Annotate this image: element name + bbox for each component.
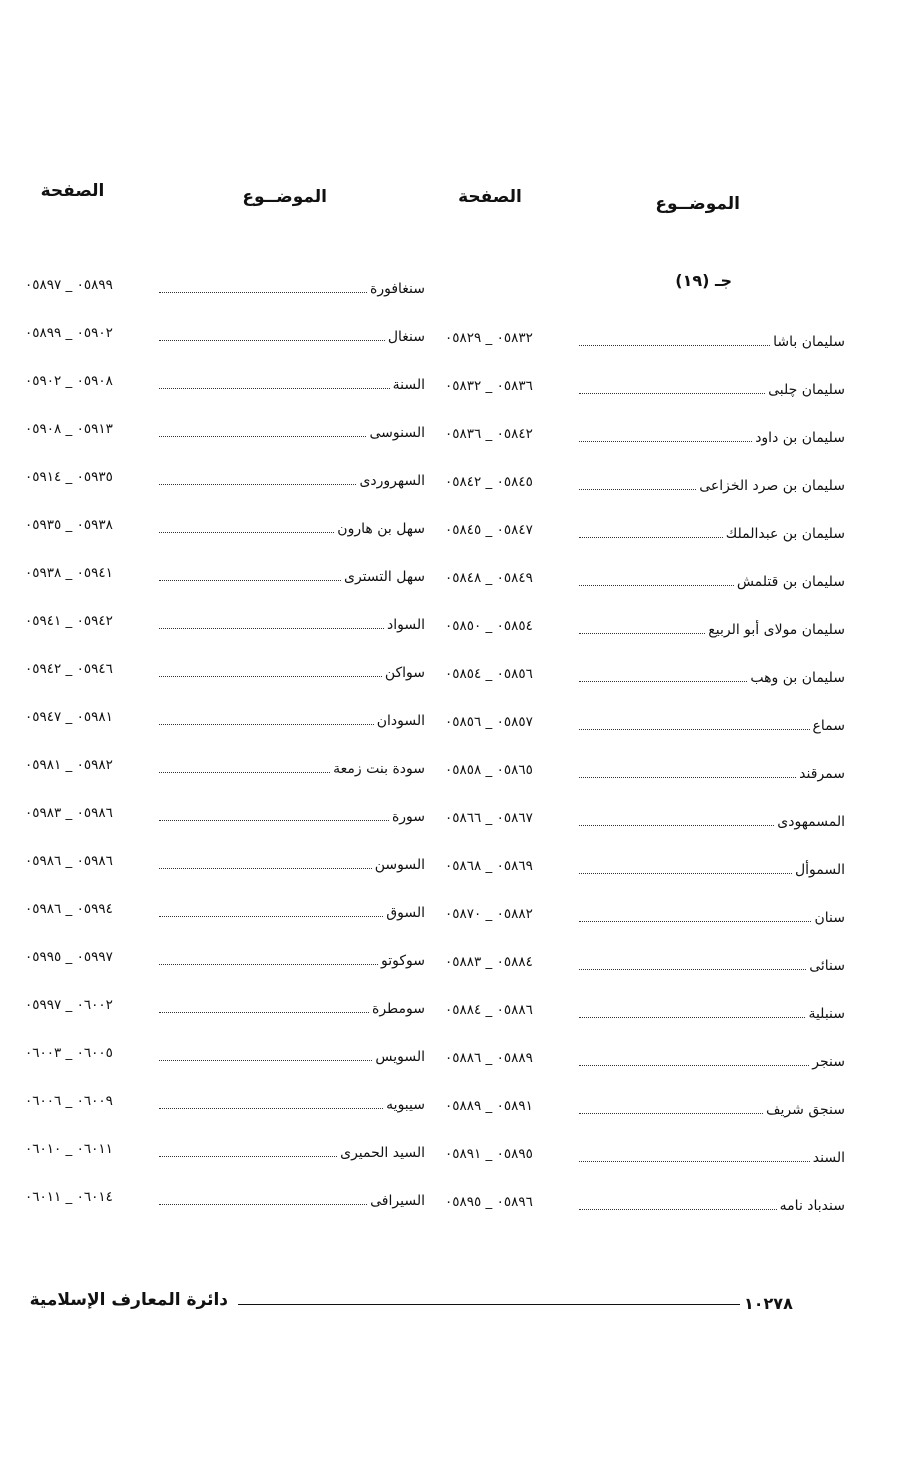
leader-dots: [159, 964, 378, 965]
entry-topic: سماع: [812, 718, 845, 734]
entry-topic: سليمان بن داود: [755, 430, 845, 446]
right-page-header: الصفحة: [458, 187, 522, 207]
entry-pages: ٠٥٨٤٥ _ ٠٥٨٤٢: [445, 474, 533, 490]
leader-dots: [159, 676, 382, 677]
index-entry: [445, 318, 845, 366]
leader-dots: [159, 868, 372, 869]
index-entry: [25, 649, 425, 697]
entry-topic: سواكن: [384, 665, 425, 681]
right-topic-header: الموضــوع: [655, 194, 740, 214]
leader-dots: [579, 1017, 805, 1018]
entry-topic: السنوسى: [369, 425, 425, 441]
leader-dots: [579, 393, 765, 394]
leader-dots: [579, 441, 752, 442]
leader-dots: [159, 388, 390, 389]
leader-dots: [159, 772, 330, 773]
leader-dots: [579, 729, 810, 730]
entry-topic: سمرقند: [799, 766, 845, 782]
leader-dots: [579, 489, 696, 490]
index-entry: [25, 553, 425, 601]
entry-topic: سنغال: [387, 329, 425, 345]
leader-dots: [579, 921, 811, 922]
entry-topic: سيبويه: [386, 1097, 425, 1113]
entry-pages: ٠٥٨٥٦ _ ٠٥٨٥٤: [445, 666, 533, 682]
index-entry: [445, 750, 845, 798]
leader-dots: [159, 1060, 372, 1061]
index-entry: [445, 462, 845, 510]
entry-pages: ٠٥٩٨١ _ ٠٥٩٤٧: [25, 709, 113, 725]
entry-topic: سليمان بن عبدالملك: [725, 526, 845, 542]
entry-topic: السند: [812, 1150, 845, 1166]
entry-topic: سليمان باشا: [773, 334, 845, 350]
entry-topic: سهل بن هارون: [337, 521, 425, 537]
index-entry: [25, 889, 425, 937]
entry-topic: السودان: [376, 713, 425, 729]
entry-pages: ٠٥٩٨٦ _ ٠٥٩٨٦: [25, 853, 113, 869]
leader-dots: [159, 580, 341, 581]
entry-topic: سودة بنت زمعة: [333, 761, 425, 777]
leader-dots: [579, 585, 734, 586]
entry-pages: ٠٥٨٥٤ _ ٠٥٨٥٠: [445, 618, 533, 634]
entry-pages: ٠٥٩٠٨ _ ٠٥٩٠٢: [25, 373, 113, 389]
entry-topic: سهل التسترى: [343, 569, 425, 585]
entry-pages: ٠٥٨٩٦ _ ٠٥٨٩٥: [445, 1194, 533, 1210]
entry-pages: ٠٥٨٨٤ _ ٠٥٨٨٣: [445, 954, 533, 970]
index-entry: [445, 414, 845, 462]
leader-dots: [579, 1161, 810, 1162]
entry-topic: سوكوتو: [381, 953, 425, 969]
index-entry: [25, 793, 425, 841]
entry-pages: ٠٥٩٩٧ _ ٠٥٩٩٥: [25, 949, 113, 965]
index-entry: [445, 1086, 845, 1134]
leader-dots: [579, 681, 747, 682]
entry-pages: ٠٥٨٦٥ _ ٠٥٨٥٨: [445, 762, 533, 778]
entry-topic: السواد: [386, 617, 425, 633]
leader-dots: [579, 1209, 777, 1210]
entry-pages: ٠٥٨٩٩ _ ٠٥٨٩٧: [25, 277, 113, 293]
left-index-column: [25, 265, 425, 1225]
entry-pages: ٠٥٨٩١ _ ٠٥٨٨٩: [445, 1098, 533, 1114]
index-entry: [445, 990, 845, 1038]
leader-dots: [159, 1156, 337, 1157]
leader-dots: [159, 1204, 367, 1205]
index-entry: [445, 846, 845, 894]
index-entry: [445, 702, 845, 750]
entry-pages: ٠٥٨٨٢ _ ٠٥٨٧٠: [445, 906, 533, 922]
entry-pages: ٠٥٩٨٦ _ ٠٥٩٨٣: [25, 805, 113, 821]
entry-topic: سنغافورة: [370, 281, 425, 297]
left-page-header: الصفحة: [40, 181, 105, 201]
leader-dots: [579, 873, 792, 874]
index-entry: [25, 697, 425, 745]
footer-page-number: ١٠٢٧٨: [744, 1294, 793, 1313]
entry-pages: ٠٥٩٠٢ _ ٠٥٨٩٩: [25, 325, 113, 341]
index-entry: [25, 1081, 425, 1129]
entry-topic: السموأل: [794, 862, 845, 878]
entry-topic: سليمان بن وهب: [750, 670, 845, 686]
leader-dots: [579, 777, 796, 778]
entry-pages: ٠٥٩٨٢ _ ٠٥٩٨١: [25, 757, 113, 773]
index-entry: [445, 1134, 845, 1182]
leader-dots: [579, 633, 705, 634]
leader-dots: [579, 1113, 763, 1114]
entry-topic: السوق: [386, 905, 425, 921]
entry-topic: سنان: [814, 910, 845, 926]
entry-pages: ٠٥٨٤٢ _ ٠٥٨٣٦: [445, 426, 533, 442]
entry-pages: ٠٥٨٩٥ _ ٠٥٨٩١: [445, 1146, 533, 1162]
entry-topic: سورة: [391, 809, 425, 825]
entry-topic: سنجق شريف: [766, 1102, 845, 1118]
entry-pages: ٠٥٨٣٢ _ ٠٥٨٢٩: [445, 330, 533, 346]
entry-pages: ٠٥٨٤٧ _ ٠٥٨٤٥: [445, 522, 533, 538]
entry-topic: سنبلية: [808, 1006, 845, 1022]
leader-dots: [159, 1108, 383, 1109]
index-entry: [25, 1033, 425, 1081]
leader-dots: [159, 628, 384, 629]
entry-pages: ٠٥٩١٣ _ ٠٥٩٠٨: [25, 421, 113, 437]
entry-pages: ٠٥٨٥٧ _ ٠٥٨٥٦: [445, 714, 533, 730]
index-entry: [25, 937, 425, 985]
index-entry: [445, 510, 845, 558]
right-index-column: [445, 318, 845, 1230]
index-entry: [445, 558, 845, 606]
index-entry: [445, 1038, 845, 1086]
index-entry: [445, 942, 845, 990]
leader-dots: [159, 724, 374, 725]
entry-pages: ٠٥٩٤٦ _ ٠٥٩٤٢: [25, 661, 113, 677]
entry-topic: سومطرة: [371, 1001, 425, 1017]
index-entry: [25, 985, 425, 1033]
index-entry: [25, 361, 425, 409]
entry-pages: ٠٥٨٨٦ _ ٠٥٨٨٤: [445, 1002, 533, 1018]
entry-pages: ٠٥٩٣٨ _ ٠٥٩٣٥: [25, 517, 113, 533]
leader-dots: [579, 537, 723, 538]
leader-dots: [579, 969, 806, 970]
index-entry: [445, 654, 845, 702]
entry-topic: سليمان چلبى: [768, 382, 845, 398]
index-entry: [25, 409, 425, 457]
index-entry: [445, 606, 845, 654]
footer-rule: [238, 1304, 740, 1305]
entry-pages: ٠٥٨٦٩ _ ٠٥٨٦٨: [445, 858, 533, 874]
index-entry: [25, 457, 425, 505]
index-entry: [445, 798, 845, 846]
entry-pages: ٠٥٩٤١ _ ٠٥٩٣٨: [25, 565, 113, 581]
index-entry: [25, 265, 425, 313]
entry-topic: سنجر: [812, 1054, 845, 1070]
entry-pages: ٠٦٠٠٢ _ ٠٥٩٩٧: [25, 997, 113, 1013]
entry-topic: السوسن: [374, 857, 425, 873]
index-entry: [445, 366, 845, 414]
index-entry: [25, 1177, 425, 1225]
index-entry: [25, 313, 425, 361]
entry-pages: ٠٦٠١١ _ ٠٦٠١٠: [25, 1141, 113, 1157]
entry-topic: السنة: [392, 377, 425, 393]
volume-section-label: جـ (١٩): [675, 271, 732, 290]
entry-topic: سليمان مولاى أبو الربيع: [708, 622, 845, 638]
leader-dots: [159, 292, 367, 293]
entry-pages: ٠٥٩٤٢ _ ٠٥٩٤١: [25, 613, 113, 629]
leader-dots: [159, 916, 383, 917]
entry-topic: سنائى: [809, 958, 845, 974]
leader-dots: [159, 436, 366, 437]
entry-pages: ٠٦٠٠٥ _ ٠٦٠٠٣: [25, 1045, 113, 1061]
entry-pages: ٠٥٨٣٦ _ ٠٥٨٣٢: [445, 378, 533, 394]
leader-dots: [579, 825, 774, 826]
entry-pages: ٠٥٩٩٤ _ ٠٥٩٨٦: [25, 901, 113, 917]
index-entry: [445, 894, 845, 942]
entry-pages: ٠٥٨٤٩ _ ٠٥٨٤٨: [445, 570, 533, 586]
leader-dots: [159, 340, 385, 341]
left-topic-header: الموضــوع: [242, 187, 327, 207]
entry-pages: ٠٥٩٣٥ _ ٠٥٩١٤: [25, 469, 113, 485]
entry-pages: ٠٦٠١٤ _ ٠٦٠١١: [25, 1189, 113, 1205]
entry-pages: ٠٥٨٨٩ _ ٠٥٨٨٦: [445, 1050, 533, 1066]
leader-dots: [159, 820, 389, 821]
entry-pages: ٠٥٨٦٧ _ ٠٥٨٦٦: [445, 810, 533, 826]
entry-topic: سليمان بن صرد الخزاعى: [699, 478, 845, 494]
leader-dots: [579, 1065, 809, 1066]
entry-topic: السيد الحميرى: [340, 1145, 425, 1161]
index-entry: [25, 1129, 425, 1177]
index-entry: [25, 841, 425, 889]
leader-dots: [159, 532, 334, 533]
entry-topic: المسمهودى: [777, 814, 845, 830]
entry-topic: سندباد نامه: [779, 1198, 845, 1214]
entry-topic: السيرافى: [370, 1193, 425, 1209]
entry-pages: ٠٦٠٠٩ _ ٠٦٠٠٦: [25, 1093, 113, 1109]
index-entry: [25, 505, 425, 553]
leader-dots: [579, 345, 770, 346]
index-entry: [25, 745, 425, 793]
leader-dots: [159, 484, 356, 485]
entry-topic: السويس: [375, 1049, 425, 1065]
entry-topic: السهروردى: [359, 473, 425, 489]
leader-dots: [159, 1012, 369, 1013]
footer-title: دائرة المعارف الإسلامية: [29, 1290, 228, 1310]
index-entry: [445, 1182, 845, 1230]
entry-topic: سليمان بن قتلمش: [736, 574, 845, 590]
index-entry: [25, 601, 425, 649]
